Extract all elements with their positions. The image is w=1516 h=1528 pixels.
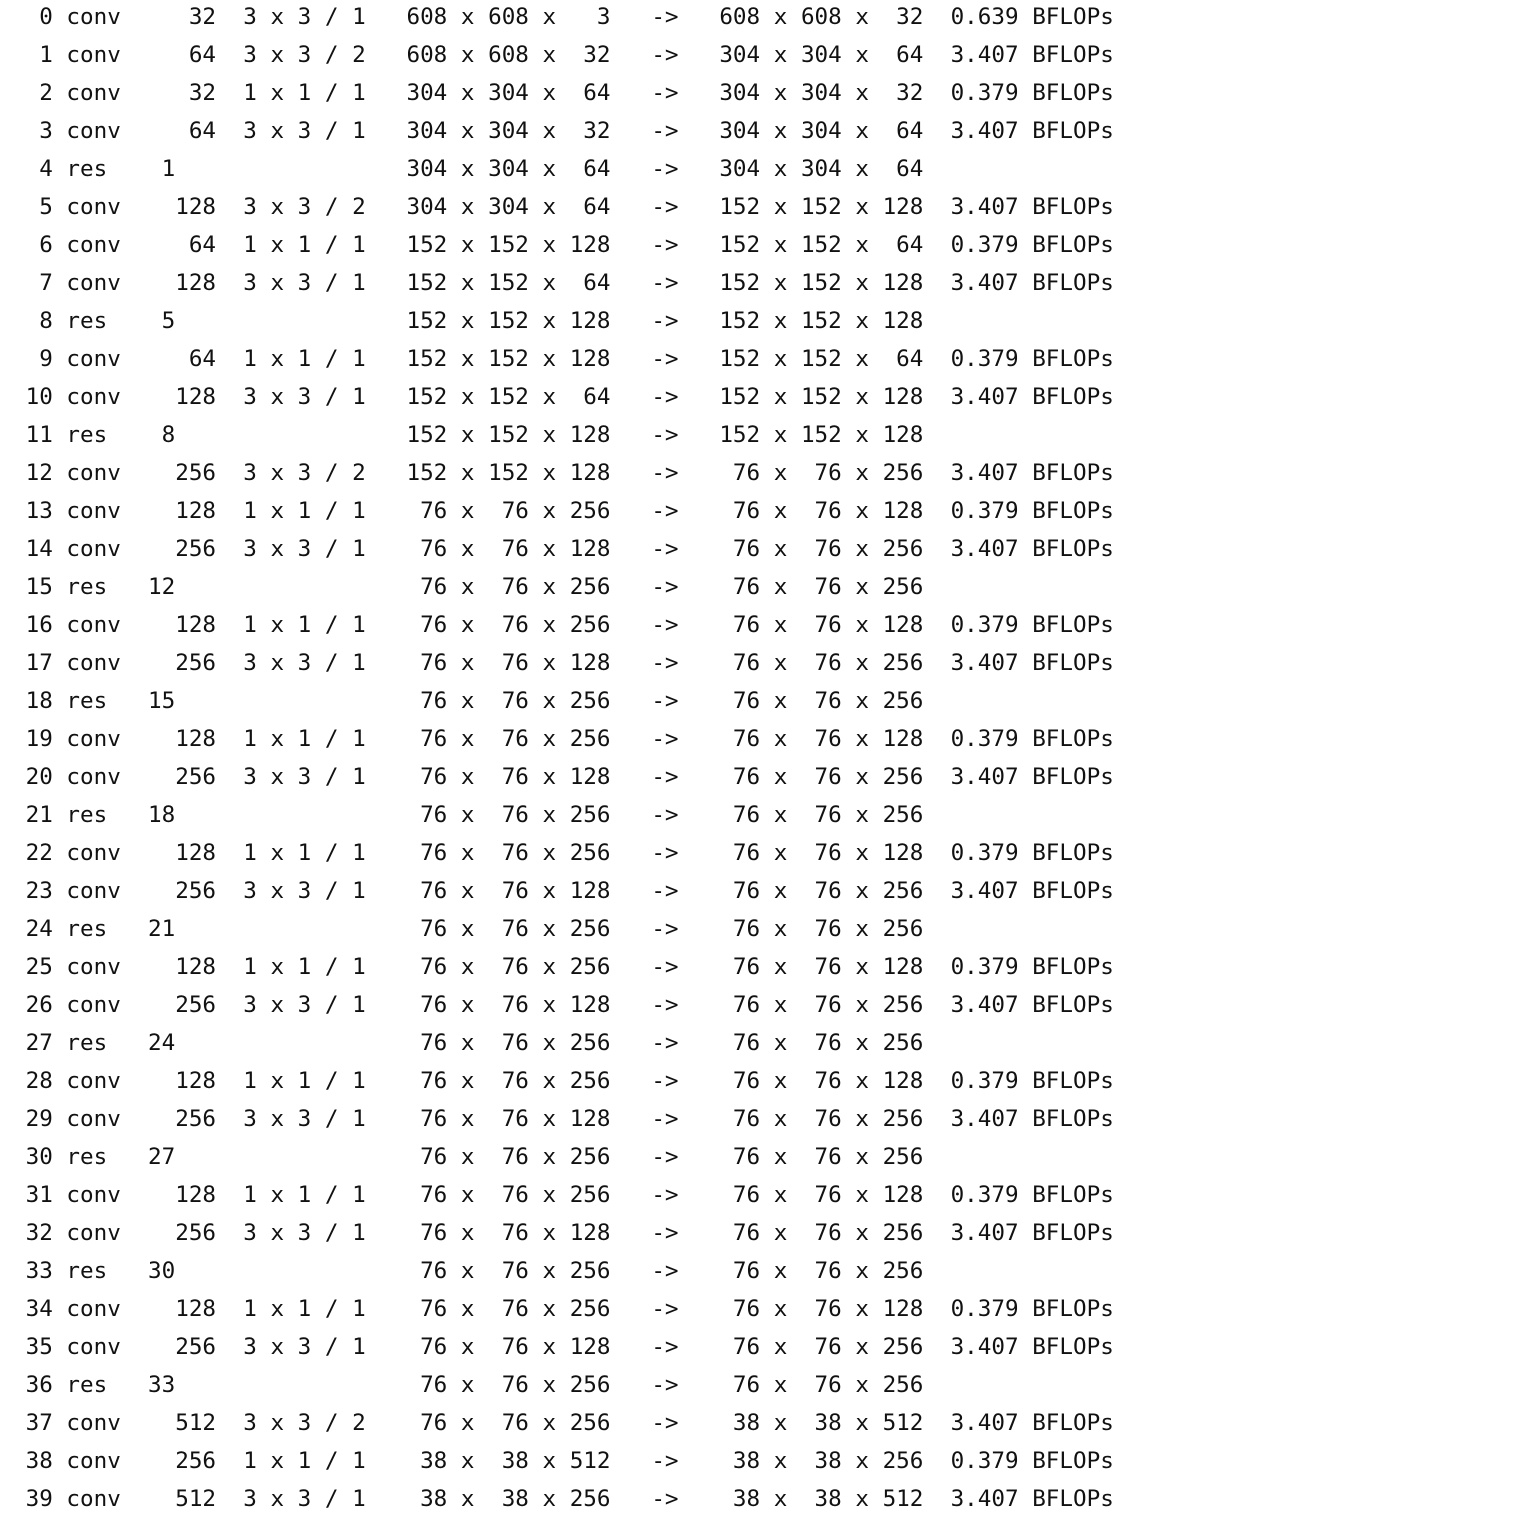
log-line: 30 res 27 76 x 76 x 256 -> 76 x 76 x 256	[12, 1144, 924, 1170]
log-line: 1 conv 64 3 x 3 / 2 608 x 608 x 32 -> 304 x 304 x 64 3.407 BFLOPs	[12, 42, 1114, 68]
log-line: 6 conv 64 1 x 1 / 1 152 x 152 x 128 -> 152 x 152 x 64 0.379 BFLOPs	[12, 232, 1114, 258]
log-line: 14 conv 256 3 x 3 / 1 76 x 76 x 128 -> 76 x 76 x 256 3.407 BFLOPs	[12, 536, 1114, 562]
log-line: 35 conv 256 3 x 3 / 1 76 x 76 x 128 -> 76 x 76 x 256 3.407 BFLOPs	[12, 1334, 1114, 1360]
log-line: 3 conv 64 3 x 3 / 1 304 x 304 x 32 -> 304 x 304 x 64 3.407 BFLOPs	[12, 118, 1114, 144]
log-line: 25 conv 128 1 x 1 / 1 76 x 76 x 256 -> 76 x 76 x 128 0.379 BFLOPs	[12, 954, 1114, 980]
log-line: 5 conv 128 3 x 3 / 2 304 x 304 x 64 -> 152 x 152 x 128 3.407 BFLOPs	[12, 194, 1114, 220]
log-line: 20 conv 256 3 x 3 / 1 76 x 76 x 128 -> 76 x 76 x 256 3.407 BFLOPs	[12, 764, 1114, 790]
log-line: 32 conv 256 3 x 3 / 1 76 x 76 x 128 -> 76 x 76 x 256 3.407 BFLOPs	[12, 1220, 1114, 1246]
log-line: 27 res 24 76 x 76 x 256 -> 76 x 76 x 256	[12, 1030, 924, 1056]
log-line: 22 conv 128 1 x 1 / 1 76 x 76 x 256 -> 76 x 76 x 128 0.379 BFLOPs	[12, 840, 1114, 866]
log-line: 12 conv 256 3 x 3 / 2 152 x 152 x 128 -> 76 x 76 x 256 3.407 BFLOPs	[12, 460, 1114, 486]
log-line: 15 res 12 76 x 76 x 256 -> 76 x 76 x 256	[12, 574, 924, 600]
log-line: 23 conv 256 3 x 3 / 1 76 x 76 x 128 -> 76 x 76 x 256 3.407 BFLOPs	[12, 878, 1114, 904]
log-line: 2 conv 32 1 x 1 / 1 304 x 304 x 64 -> 304 x 304 x 32 0.379 BFLOPs	[12, 80, 1114, 106]
log-line: 8 res 5 152 x 152 x 128 -> 152 x 152 x 128	[12, 308, 924, 334]
log-line: 9 conv 64 1 x 1 / 1 152 x 152 x 128 -> 152 x 152 x 64 0.379 BFLOPs	[12, 346, 1114, 372]
log-line: 38 conv 256 1 x 1 / 1 38 x 38 x 512 -> 38 x 38 x 256 0.379 BFLOPs	[12, 1448, 1114, 1474]
log-line: 37 conv 512 3 x 3 / 2 76 x 76 x 256 -> 38 x 38 x 512 3.407 BFLOPs	[12, 1410, 1114, 1436]
log-line: 16 conv 128 1 x 1 / 1 76 x 76 x 256 -> 76 x 76 x 128 0.379 BFLOPs	[12, 612, 1114, 638]
log-line: 4 res 1 304 x 304 x 64 -> 304 x 304 x 64	[12, 156, 924, 182]
log-line: 34 conv 128 1 x 1 / 1 76 x 76 x 256 -> 76 x 76 x 128 0.379 BFLOPs	[12, 1296, 1114, 1322]
log-line: 19 conv 128 1 x 1 / 1 76 x 76 x 256 -> 76 x 76 x 128 0.379 BFLOPs	[12, 726, 1114, 752]
log-line: 26 conv 256 3 x 3 / 1 76 x 76 x 128 -> 76 x 76 x 256 3.407 BFLOPs	[12, 992, 1114, 1018]
log-line: 24 res 21 76 x 76 x 256 -> 76 x 76 x 256	[12, 916, 924, 942]
log-line: 28 conv 128 1 x 1 / 1 76 x 76 x 256 -> 76 x 76 x 128 0.379 BFLOPs	[12, 1068, 1114, 1094]
log-line: 0 conv 32 3 x 3 / 1 608 x 608 x 3 -> 608 x 608 x 32 0.639 BFLOPs	[12, 4, 1114, 30]
log-line: 11 res 8 152 x 152 x 128 -> 152 x 152 x 128	[12, 422, 924, 448]
log-line: 29 conv 256 3 x 3 / 1 76 x 76 x 128 -> 76 x 76 x 256 3.407 BFLOPs	[12, 1106, 1114, 1132]
log-line: 18 res 15 76 x 76 x 256 -> 76 x 76 x 256	[12, 688, 924, 714]
log-line: 39 conv 512 3 x 3 / 1 38 x 38 x 256 -> 38 x 38 x 512 3.407 BFLOPs	[12, 1486, 1114, 1512]
log-line: 33 res 30 76 x 76 x 256 -> 76 x 76 x 256	[12, 1258, 924, 1284]
log-line: 7 conv 128 3 x 3 / 1 152 x 152 x 64 -> 152 x 152 x 128 3.407 BFLOPs	[12, 270, 1114, 296]
log-line: 10 conv 128 3 x 3 / 1 152 x 152 x 64 -> 152 x 152 x 128 3.407 BFLOPs	[12, 384, 1114, 410]
log-line: 17 conv 256 3 x 3 / 1 76 x 76 x 128 -> 76 x 76 x 256 3.407 BFLOPs	[12, 650, 1114, 676]
log-line: 31 conv 128 1 x 1 / 1 76 x 76 x 256 -> 76 x 76 x 128 0.379 BFLOPs	[12, 1182, 1114, 1208]
log-line: 36 res 33 76 x 76 x 256 -> 76 x 76 x 256	[12, 1372, 924, 1398]
log-line: 21 res 18 76 x 76 x 256 -> 76 x 76 x 256	[12, 802, 924, 828]
log-line: 13 conv 128 1 x 1 / 1 76 x 76 x 256 -> 76 x 76 x 128 0.379 BFLOPs	[12, 498, 1114, 524]
